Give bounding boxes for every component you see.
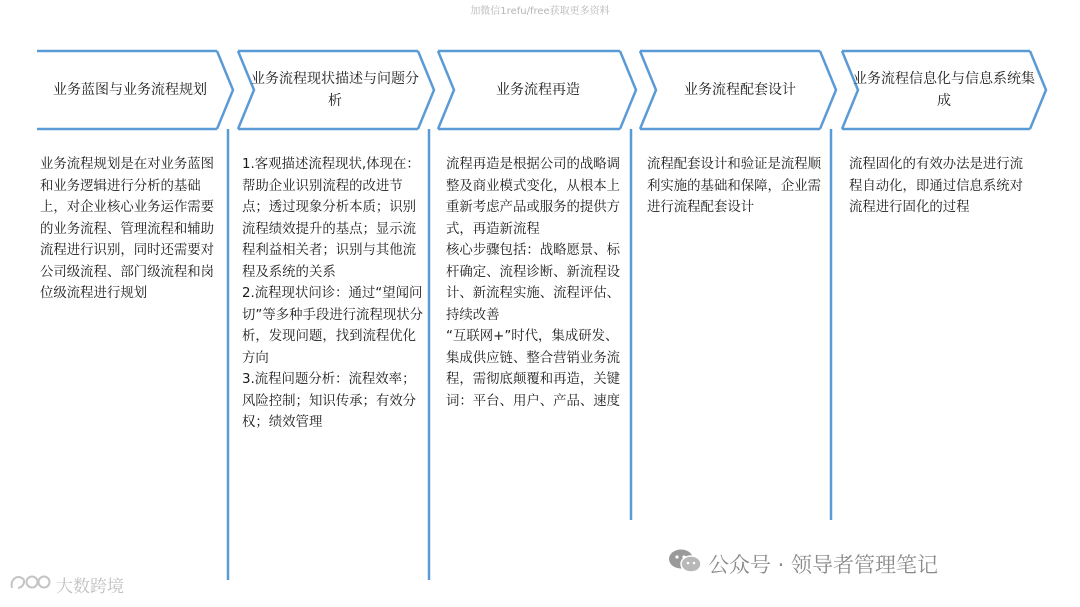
column-body-4: 流程配套设计和验证是流程顺利实施的基础和保障，企业需进行流程配套设计 <box>647 157 822 215</box>
column-body-2: 1.客观描述流程现状,体现在：帮助企业识别流程的改进节点；透过现象分析本质；识别流程绩效提升的基点；显示流程利益相关者；识别与其他流程及系统的关系 2.流程现状问诊：通过“望闻问切”等多种手段进行流程现状分析，发现问题，找到流程优化方向 3.流程问题分析：流程效率；风险控制；知识传承；有效分权；绩效管理 <box>242 157 424 430</box>
column-header-2: 业务流程现状描述与问题分析 <box>251 71 419 109</box>
watermark-account <box>668 548 938 579</box>
column-body-5: 流程固化的有效办法是进行流程自动化，即通过信息系统对流程进行固化的过程 <box>849 157 1024 215</box>
top-watermark: 加微信1refu/free获取更多资料 <box>470 6 610 17</box>
column-header-3: 业务流程再造 <box>496 82 580 98</box>
chevron-1 <box>37 51 233 580</box>
column-body-1: 业务流程规划是在对业务蓝图和业务逻辑进行分析的基础上，对企业核心业务运作需要的业务流程、管理流程和辅助流程进行识别，同时还需要对公司级流程、部门级流程和岗位级流程进行规划 <box>40 157 215 301</box>
column-header-5: 业务流程信息化与信息系统集成 <box>853 71 1035 109</box>
column-header-1: 业务蓝图与业务流程规划 <box>53 82 207 98</box>
column-header-4: 业务流程配套设计 <box>684 82 796 98</box>
watermark-account-text: 公众号 · 领导者管理笔记 <box>708 552 939 577</box>
wechat-icon <box>668 548 702 579</box>
watermark-brand-text: 大数跨境 <box>56 577 124 597</box>
watermark-brand <box>8 572 124 597</box>
column-body-3: 流程再造是根据公司的战略调整及商业模式变化，从根本上重新考虑产品或服务的提供方式，再造新流程 核心步骤包括：战略愿景、标杆确定、流程诊断、新流程设计、新流程实施、流程评估、持续改善 “互联网+”时代，集成研发、集成供应链、整合营销业务流程，需彻底颠覆和再造，关键词：平台、用户、产品、速度 <box>446 157 621 409</box>
logo-icon <box>8 572 52 597</box>
